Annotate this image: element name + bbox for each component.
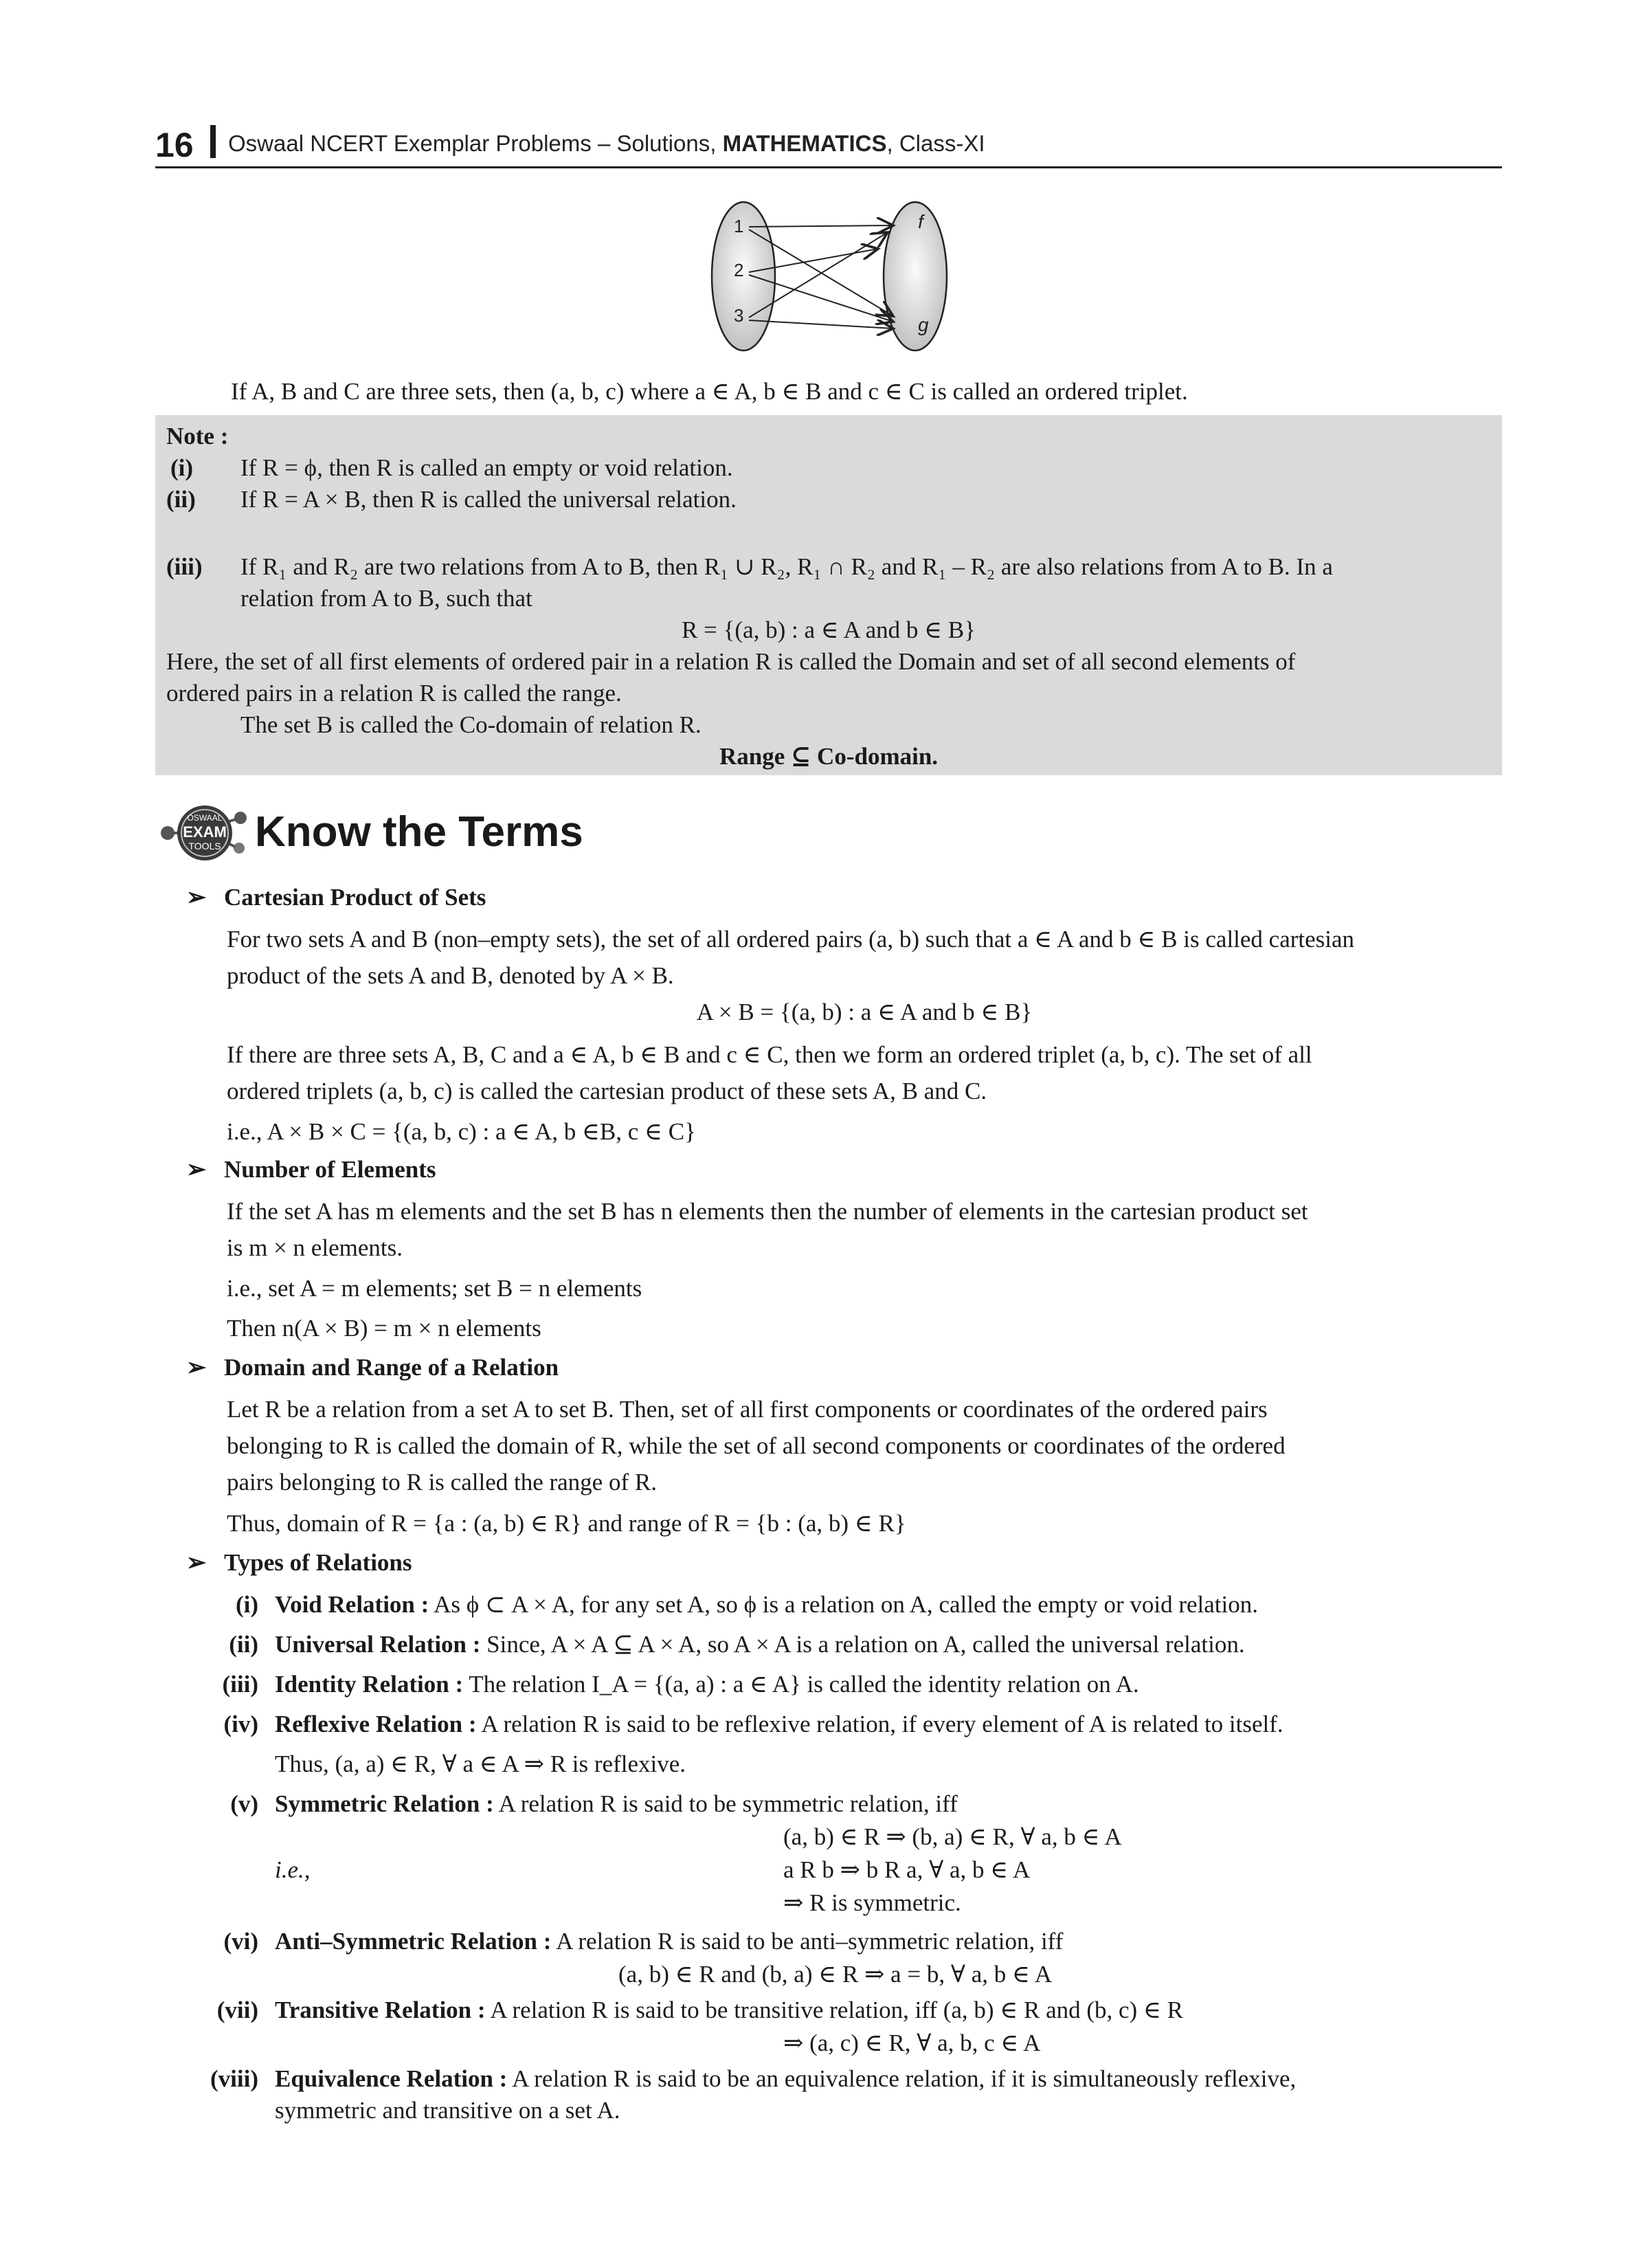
section-title: Know the Terms [255, 808, 583, 856]
type-vii [275, 1992, 1183, 2028]
set-a-element-1: 1 [734, 216, 744, 236]
type-vii-title: Transitive Relation : [275, 1997, 486, 2023]
cartesian-p1-line1: For two sets A and B (non–empty sets), the set of all ordered pairs (a, b) such that a ∈ A and b ∈ B is called cartesian [227, 926, 1355, 953]
type-ii-marker: (ii) [229, 1631, 258, 1658]
note-codomain-line: The set B is called the Co-domain of relation R. [240, 711, 702, 738]
type-ii [275, 1626, 1245, 1663]
domain-line1: Let R be a relation from a set A to set B. Then, set of all first components or coordinates of the ordered pairs [227, 1396, 1268, 1423]
ordered-triplet-paragraph: If A, B and C are three sets, then (a, b, c) where a ∈ A, b ∈ B and c ∈ C is called an ordered triplet. [231, 378, 1188, 405]
type-vi [275, 1923, 1063, 1959]
type-vi-marker: (vi) [223, 1928, 258, 1955]
cartesian-p1-line2: product of the sets A and B, denoted by A × B. [227, 962, 674, 989]
bullet-number-of-elements [186, 1152, 436, 1188]
type-viii-text2: symmetric and transitive on a set A. [275, 2097, 620, 2124]
type-vii-text: A relation R is said to be transitive relation, iff (a, b) ∈ R and (b, c) ∈ R [490, 1997, 1183, 2023]
subject-label: MATHEMATICS [722, 131, 887, 156]
page-header [155, 122, 1502, 168]
type-v-text: A relation R is said to be symmetric relation, iff [498, 1790, 958, 1817]
bullet-heading: Cartesian Product of Sets [224, 884, 486, 911]
type-iii [275, 1666, 1139, 1702]
type-i-title: Void Relation : [275, 1591, 429, 1618]
arrow-1-to-f [749, 225, 893, 227]
type-i-text: As ϕ ⊂ A × A, for any set A, so ϕ is a relation on A, called the empty or void relation. [434, 1591, 1259, 1618]
type-ii-title: Universal Relation : [275, 1631, 481, 1658]
note-item-i: If R = ϕ, then R is called an empty or void relation. [240, 454, 733, 481]
note-marker-iii: (iii) [166, 553, 203, 580]
header-title [228, 131, 985, 157]
type-viii-marker: (viii) [210, 2065, 258, 2092]
note-marker-ii: (ii) [166, 486, 196, 513]
type-iv-text: A relation R is said to be reflexive relation, if every element of A is related to itself. [481, 1711, 1283, 1737]
type-viii-title: Equivalence Relation : [275, 2065, 508, 2092]
note-heading: Note : [166, 423, 229, 449]
bullet-types-of-relations [186, 1545, 412, 1581]
bullet-arrow-icon: ➢ [186, 1354, 207, 1381]
note-item-iii-line2: relation from A to B, such that [240, 585, 532, 612]
domain-line4: Thus, domain of R = {a : (a, b) ∈ R} and range of R = {b : (a, b) ∈ R} [227, 1510, 906, 1537]
badge-line-2: EXAM [183, 823, 227, 841]
elements-line2: is m × n elements. [227, 1234, 403, 1261]
bullet-arrow-icon: ➢ [186, 884, 207, 911]
type-v-ie: i.e., [275, 1856, 311, 1883]
bullet-heading: Types of Relations [224, 1549, 412, 1576]
type-vi-formula: (a, b) ∈ R and (b, a) ∈ R ⇒ a = b, ∀ a, b ∈ A [618, 1961, 1052, 1988]
set-a-element-3: 3 [734, 305, 744, 326]
type-vi-text: A relation R is said to be anti–symmetric relation, iff [556, 1928, 1064, 1955]
badge-line-3: TOOLS [188, 841, 221, 852]
set-b-element-g: g [918, 314, 929, 335]
cartesian-ie-line: i.e., A × B × C = {(a, b, c) : a ∈ A, b ∈B, c ∈ C} [227, 1118, 696, 1145]
type-iv-thus: Thus, (a, a) ∈ R, ∀ a ∈ A ⇒ R is reflexive. [275, 1750, 686, 1777]
type-ii-text: Since, A × A ⊆ A × A, so A × A is a relation on A, called the universal relation. [486, 1631, 1245, 1658]
domain-line2: belonging to R is called the domain of R, while the set of all second components or coordinates of the ordered [227, 1432, 1286, 1459]
type-iv-title: Reflexive Relation : [275, 1711, 477, 1737]
exam-tools-badge-icon [155, 797, 251, 866]
header-divider [210, 125, 216, 158]
bullet-arrow-icon: ➢ [186, 1156, 207, 1183]
type-iii-marker: (iii) [222, 1671, 258, 1698]
type-i-marker: (i) [235, 1591, 258, 1618]
page-number: 16 [155, 126, 194, 164]
bullet-cartesian-product [186, 880, 486, 915]
elements-line4: Then n(A × B) = m × n elements [227, 1315, 541, 1342]
note-range-line: Range ⊆ Co-domain. [719, 743, 939, 770]
note-item-iii-line1: If R₁ and R₂ are two relations from A to B, then R₁ ∪ R₂, R₁ ∩ R₂ and R₁ – R₂ are also relations from A to B. In a [240, 553, 1333, 580]
bullet-domain-range [186, 1350, 559, 1386]
section-heading [155, 797, 774, 866]
type-v-formula2: a R b ⇒ b R a, ∀ a, b ∈ A [783, 1856, 1031, 1883]
cartesian-p2-line1: If there are three sets A, B, C and a ∈ A, b ∈ B and c ∈ C, then we form an ordered triplet (a, b, c). The set of all [227, 1041, 1312, 1068]
badge-line-1: OSWAAL [187, 813, 223, 823]
note-here-line2: ordered pairs in a relation R is called the range. [166, 680, 622, 707]
bullet-heading: Number of Elements [224, 1156, 436, 1183]
class-label: , Class-XI [886, 131, 985, 156]
set-b-element-f: f [918, 211, 923, 232]
type-v-formula1: (a, b) ∈ R ⇒ (b, a) ∈ R, ∀ a, b ∈ A [783, 1823, 1122, 1850]
note-item-ii: If R = A × B, then R is called the universal relation. [240, 486, 737, 513]
cartesian-p2-line2: ordered triplets (a, b, c) is called the cartesian product of these sets A, B and C. [227, 1078, 987, 1104]
type-vii-marker: (vii) [216, 1997, 258, 2023]
elements-line3: i.e., set A = m elements; set B = n elements [227, 1275, 642, 1302]
set-a-element-2: 2 [734, 260, 744, 280]
type-iii-text: The relation I_A = {(a, a) : a ∈ A} is called the identity relation on A. [469, 1671, 1139, 1698]
type-viii-text: A relation R is said to be an equivalence relation, if it is simultaneously reflexive, [512, 2065, 1297, 2092]
type-v-title: Symmetric Relation : [275, 1790, 494, 1817]
type-v-formula3: ⇒ R is symmetric. [783, 1889, 961, 1916]
domain-line3: pairs belonging to R is called the range of R. [227, 1469, 657, 1496]
bullet-arrow-icon: ➢ [186, 1549, 207, 1576]
type-v [275, 1786, 958, 1822]
type-vii-formula: ⇒ (a, c) ∈ R, ∀ a, b, c ∈ A [783, 2030, 1041, 2056]
relation-mapping-diagram [708, 199, 969, 354]
type-i [275, 1586, 1258, 1623]
arrow-3-to-g [749, 320, 893, 329]
bullet-heading: Domain and Range of a Relation [224, 1354, 559, 1381]
type-iv-marker: (iv) [223, 1711, 258, 1737]
type-iii-title: Identity Relation : [275, 1671, 464, 1698]
note-formula: R = {(a, b) : a ∈ A and b ∈ B} [682, 616, 976, 643]
note-marker-i: (i) [170, 454, 194, 481]
note-box [155, 415, 1502, 775]
note-here-line1: Here, the set of all first elements of ordered pair in a relation R is called the Domain and set of all second elements of [166, 648, 1296, 675]
type-iv [275, 1706, 1283, 1742]
type-vi-title: Anti–Symmetric Relation : [275, 1928, 552, 1955]
elements-line1: If the set A has m elements and the set B has n elements then the number of elements in the cartesian product set [227, 1198, 1308, 1225]
type-v-marker: (v) [230, 1790, 258, 1817]
book-title: Oswaal NCERT Exemplar Problems – Solutions, [228, 131, 717, 156]
cartesian-formula: A × B = {(a, b) : a ∈ A and b ∈ B} [696, 999, 1033, 1025]
